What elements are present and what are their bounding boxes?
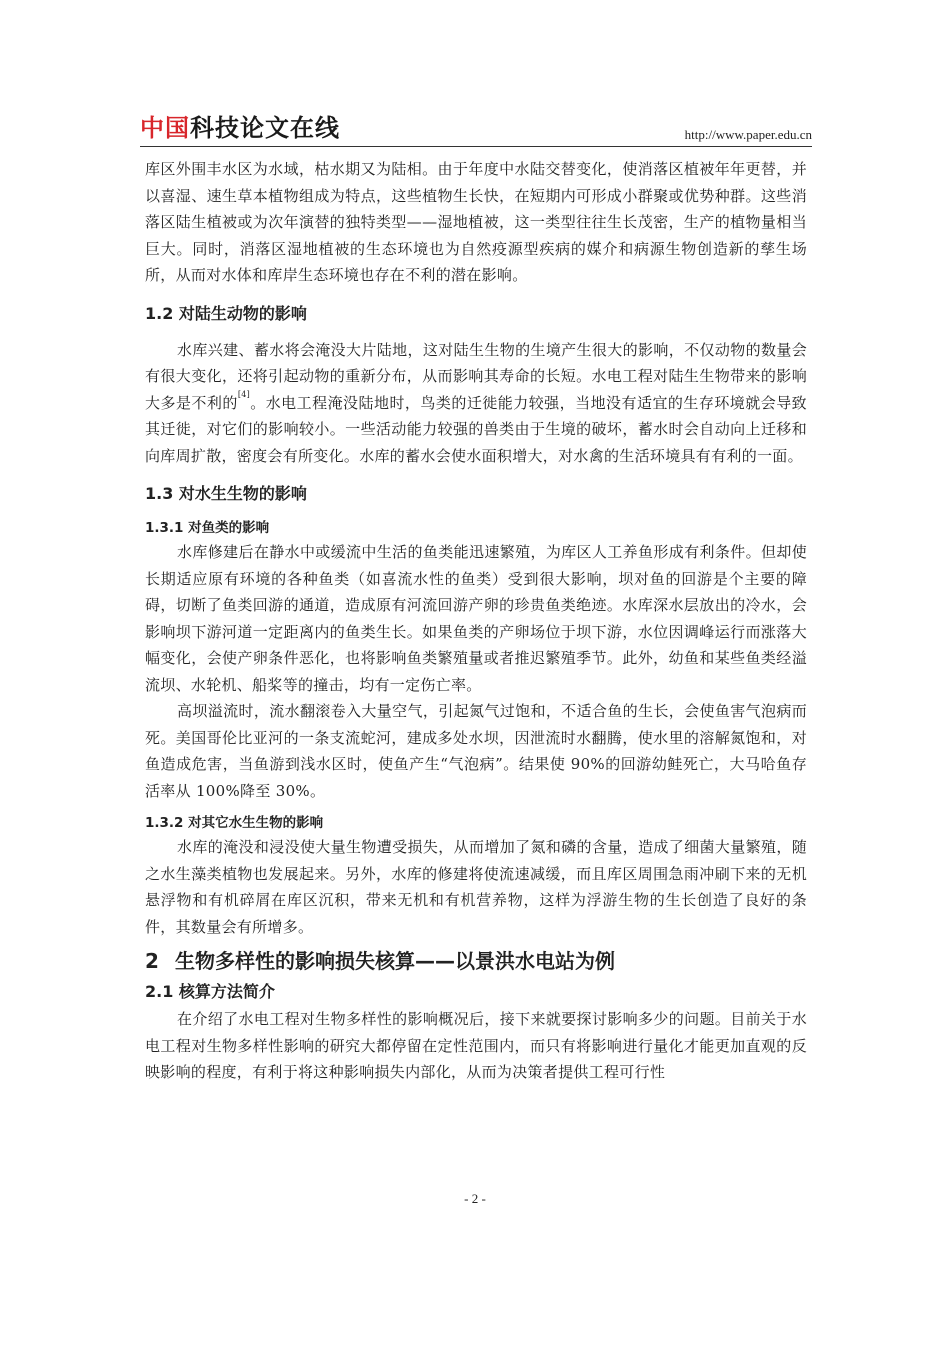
section-heading-1-3: 1.3 对水生生物的影响 xyxy=(145,484,307,503)
logo-red-text: 中国 xyxy=(140,114,190,142)
page-header xyxy=(140,112,812,147)
paragraph-text: 水库兴建、蓄水将会淹没大片陆地，这对陆生生物的生境产生很大的影响，不仅动物的数量会有很大变化，还将引起动物的重新分布，从而影响其寿命的长短。水电工程对陆生生物带来的影响大多是不利的 xyxy=(145,340,807,412)
subsection-heading-1-3-2: 1.3.2 对其它水生生物的影响 xyxy=(145,815,324,831)
header-url[interactable]: http://www.paper.edu.cn xyxy=(684,127,812,142)
section-heading-2-1: 2.1 核算方法简介 xyxy=(145,982,275,1001)
paragraph-supersaturation: 高坝溢流时，流水翻滚卷入大量空气，引起氮气过饱和，不适合鱼的生长，会使鱼害气泡病而死。美国哥伦比亚河的一条支流蛇河，建成多处水坝，因泄流时水翻腾，使水里的溶解氮饱和，对鱼造成危害，当鱼游到浅水区时，使鱼产生“气泡病”。结果使 90%的回游幼鲑死亡，大马哈鱼存活率从 100%降至 30%。 xyxy=(145,702,807,800)
paragraph-text: 。水电工程淹没陆地时，鸟类的迁徙能力较强，当地没有适宜的生存环境就会导致其迁徙，对它们的影响较小。一些活动能力较强的兽类由于生境的破坏，蓄水时会自动向上迁移和向库周扩散，密度会有所变化。水库的蓄水会使水面积增大，对水禽的生活环境具有有利的一面。 xyxy=(145,393,807,465)
logo-black-text: 科技论文在线 xyxy=(190,114,340,142)
paragraph-method-intro: 在介绍了水电工程对生物多样性的影响概况后，接下来就要探讨影响多少的问题。目前关于水电工程对生物多样性影响的研究大都停留在定性范围内，而只有将影响进行量化才能更加直观的反映影响的程度，有利于将这种影响损失内部化，从而为决策者提供工程可行性 xyxy=(145,1010,807,1081)
site-logo[interactable] xyxy=(140,114,340,142)
section-heading-1-2: 1.2 对陆生动物的影响 xyxy=(145,303,307,323)
subsection-heading-1-3-1: 1.3.1 对鱼类的影响 xyxy=(145,520,270,536)
citation-ref[interactable]: [4] xyxy=(237,389,251,399)
chapter-heading-2 xyxy=(145,946,807,976)
paragraph-continued: 库区外围丰水区为水域，枯水期又为陆相。由于年度中水陆交替变化，使消落区植被年年更替，并以喜湿、速生草本植物组成为特点，这些植物生长快，在短期内可形成小群聚或优势种群。这些消落区陆生植被或为次年演替的独特类型——湿地植被，这一类型往往生长茂密，生产的植物量相当巨大。同时，消落区湿地植被的生态环境也为自然疫源型疾病的媒介和病源生物创造新的孳生场所，从而对水体和库岸生态环境也存在不利的潜在影响。 xyxy=(145,160,807,284)
paragraph-other-aquatic: 水库的淹没和浸没使大量生物遭受损失，从而增加了氮和磷的含量，造成了细菌大量繁殖，随之水生藻类植物也发展起来。另外，水库的修建将使流速减缓，而且库区周围急雨冲刷下来的无机悬浮物和有机碎屑在库区沉积，带来无机和有机营养物，这样为浮游生物的生长创造了良好的条件，其数量会有所增多。 xyxy=(145,838,807,936)
chapter-number: 2 xyxy=(145,949,159,973)
chapter-title: 生物多样性的影响损失核算——以景洪水电站为例 xyxy=(175,949,615,973)
page-number: - 2 - xyxy=(464,1191,486,1206)
paragraph-terrestrial-animals xyxy=(145,337,807,470)
paragraph-fish: 水库修建后在静水中或缓流中生活的鱼类能迅速繁殖，为库区人工养鱼形成有利条件。但却使长期适应原有环境的各种鱼类（如喜流水性的鱼类）受到很大影响，坝对鱼的回游是个主要的障碍，切断了鱼类回游的通道，造成原有河流回游产卵的珍贵鱼类绝迹。水库深水层放出的冷水，会影响坝下游河道一定距离内的鱼类生长。如果鱼类的产卵场位于坝下游，水位因调峰运行而涨落大幅变化，会使产卵条件恶化，也将影响鱼类繁殖量或者推迟繁殖季节。此外，幼鱼和某些鱼类经溢流坝、水轮机、船桨等的撞击，均有一定伤亡率。 xyxy=(145,543,807,694)
article-body xyxy=(145,156,807,1086)
